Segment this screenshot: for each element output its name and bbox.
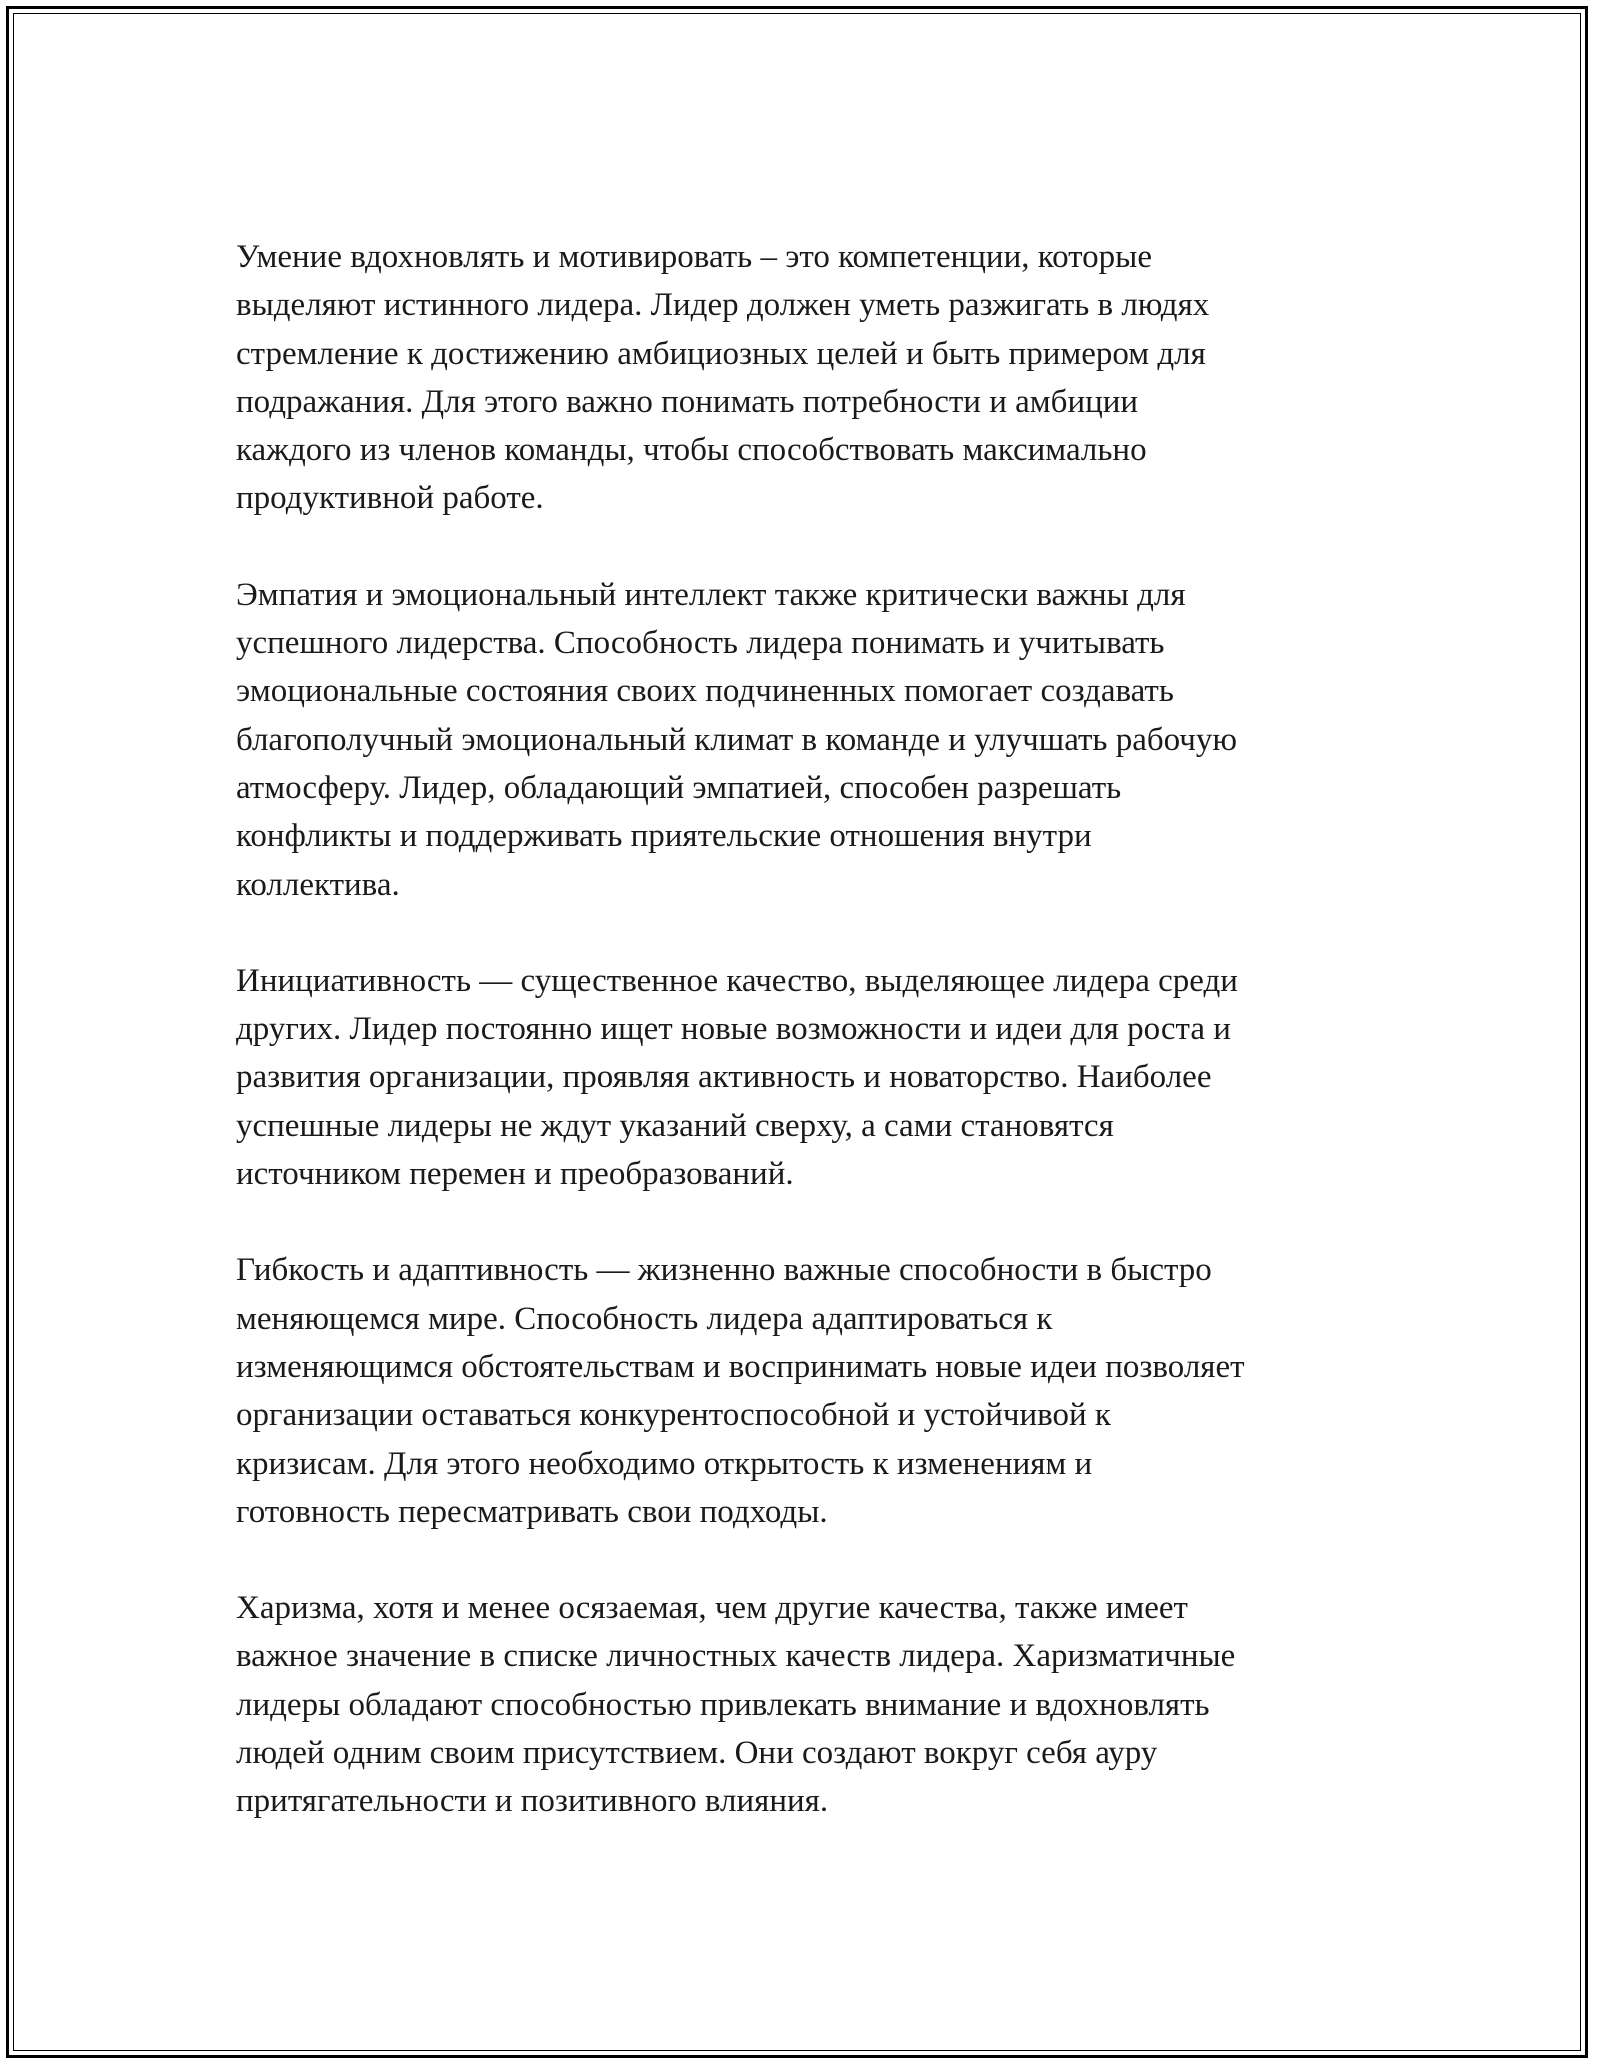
text-line: меняющемся мире. Способность лидера адаптироваться к	[236, 1300, 1053, 1337]
text-line: людей одним своим присутствием. Они создают вокруг себя ауру	[236, 1735, 1158, 1772]
text-line: Умение вдохновлять и мотивировать – это компетенции, которые	[236, 239, 1152, 275]
text-line: выделяют истинного лидера. Лидер должен уметь разжигать в людях	[236, 287, 1210, 324]
paragraph-charisma	[236, 1584, 1386, 1825]
text-line: Харизма, хотя и менее осязаемая, чем другие качества, также имеет	[236, 1590, 1188, 1627]
text-line: атмосферу. Лидер, обладающий эмпатией, способен разрешать	[236, 769, 1122, 806]
text-line: эмоциональные состояния своих подчиненных помогает создавать	[236, 673, 1174, 710]
paragraph-initiative	[236, 957, 1386, 1198]
text-line: лидеры обладают способностью привлекать внимание и вдохновлять	[236, 1686, 1210, 1723]
text-line: коллектива.	[236, 866, 400, 903]
text-line: кризисам. Для этого необходимо открытость к изменениям и	[236, 1445, 1093, 1482]
text-line: Эмпатия и эмоциональный интеллект также критически важны для	[236, 576, 1186, 613]
paragraph-flexibility	[236, 1246, 1386, 1536]
text-line: готовность пересматривать свои подходы.	[236, 1493, 828, 1530]
text-line: Гибкость и адаптивность — жизненно важные способности в быстро	[236, 1252, 1212, 1289]
text-line: изменяющимся обстоятельствам и воспринимать новые идеи позволяет	[236, 1348, 1245, 1385]
text-line: Инициативность — существенное качество, выделяющее лидера среди	[236, 962, 1238, 999]
text-line: продуктивной работе.	[236, 480, 544, 517]
text-line: важное значение в списке личностных качеств лидера. Харизматичные	[236, 1638, 1236, 1675]
text-line: благополучный эмоциональный климат в команде и улучшать рабочую	[236, 721, 1238, 758]
text-line: стремление к достижению амбициозных целей и быть примером для	[236, 335, 1206, 372]
text-line: каждого из членов команды, чтобы способствовать максимально	[236, 432, 1147, 469]
text-line: других. Лидер постоянно ищет новые возможности и идеи для роста и	[236, 1011, 1231, 1048]
text-line: успешного лидерства. Способность лидера понимать и учитывать	[236, 625, 1165, 662]
text-line: конфликты и поддерживать приятельские отношения внутри	[236, 818, 1092, 855]
text-line: источником перемен и преобразований.	[236, 1156, 794, 1193]
text-line: подражания. Для этого важно понимать потребности и амбиции	[236, 383, 1139, 420]
text-line: притягательности и позитивного влияния.	[236, 1783, 829, 1820]
paragraph-inspiration	[236, 233, 1386, 523]
text-line: успешные лидеры не ждут указаний сверху, а сами становятся	[236, 1107, 1114, 1144]
text-line: развития организации, проявляя активность и новаторство. Наиболее	[236, 1059, 1212, 1096]
document-body	[236, 233, 1386, 1874]
paragraph-empathy	[236, 571, 1386, 909]
text-line: организации оставаться конкурентоспособной и устойчивой к	[236, 1397, 1111, 1434]
